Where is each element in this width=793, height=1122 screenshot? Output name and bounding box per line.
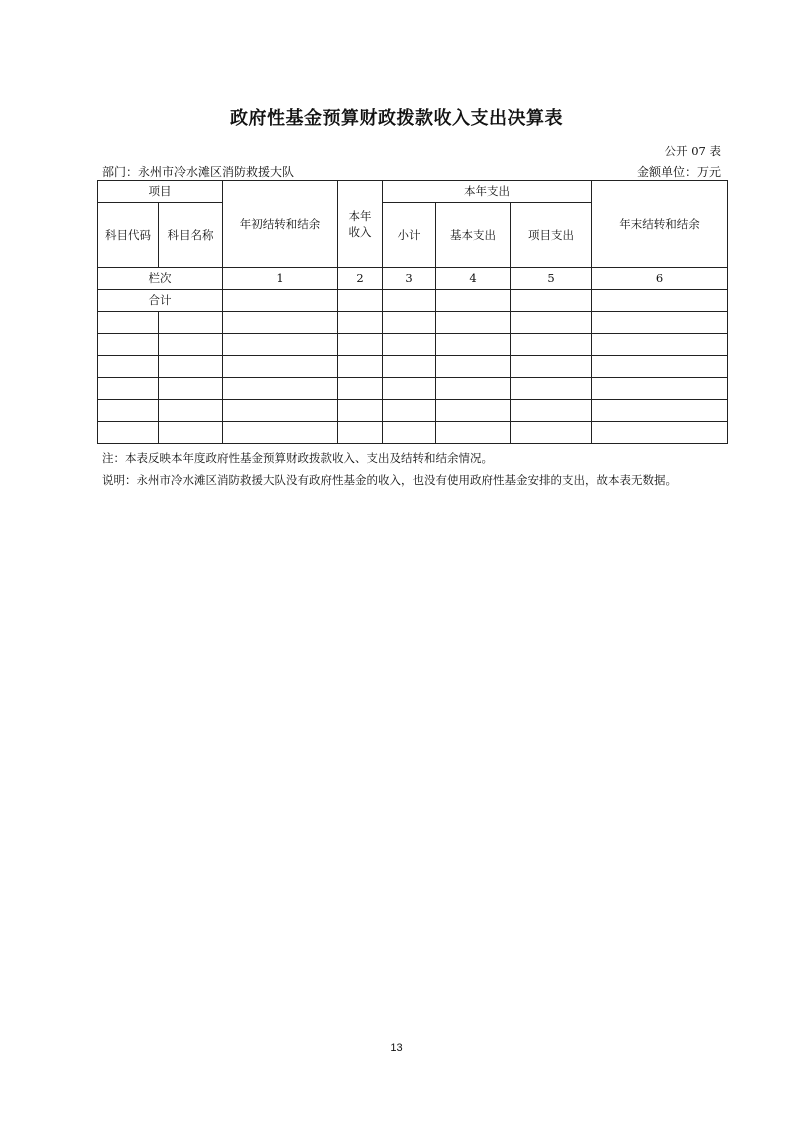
table-cell [592, 312, 728, 334]
table-cell [511, 356, 592, 378]
table-cell [223, 312, 338, 334]
page-number: 13 [390, 1042, 403, 1054]
column-index-cell: 2 [338, 268, 383, 290]
table-cell [383, 378, 436, 400]
table-cell [436, 312, 511, 334]
header-begin-balance: 年初结转和结余 [223, 181, 338, 268]
table-cell [159, 422, 223, 444]
table-cell [223, 334, 338, 356]
table-cell [511, 334, 592, 356]
header-income-text: 本年收入 [348, 208, 372, 239]
table-row [98, 312, 728, 334]
table-cell [338, 312, 383, 334]
table-cell [159, 356, 223, 378]
total-row [98, 290, 728, 312]
table-cell [98, 312, 159, 334]
table-cell [511, 422, 592, 444]
table-cell [223, 400, 338, 422]
table-row [98, 422, 728, 444]
table-cell [511, 312, 592, 334]
total-label: 合计 [98, 290, 223, 312]
table-cell [436, 334, 511, 356]
table-cell [383, 400, 436, 422]
table-cell [98, 422, 159, 444]
column-index-cell: 1 [223, 268, 338, 290]
table-note: 注：本表反映本年度政府性基金预算财政拨款收入、支出及结转和结余情况。 [102, 451, 493, 465]
table-cell [223, 356, 338, 378]
table-cell [159, 312, 223, 334]
table-cell [98, 356, 159, 378]
table-cell [338, 356, 383, 378]
table-cell [223, 422, 338, 444]
table-cell [592, 400, 728, 422]
table-cell [436, 422, 511, 444]
header-expense: 本年支出 [383, 181, 592, 203]
table-cell [436, 356, 511, 378]
header-subject-code-text: 科目代码 [105, 227, 151, 242]
table-row [98, 356, 728, 378]
table-cell [159, 378, 223, 400]
header-subject-name: 科目名称 [159, 203, 223, 268]
amount-unit-label: 金额单位：万元 [636, 165, 721, 179]
table-row [98, 400, 728, 422]
budget-table [97, 180, 728, 444]
total-cell [436, 290, 511, 312]
header-subtotal: 小计 [383, 203, 436, 268]
table-cell [383, 356, 436, 378]
table-row [98, 334, 728, 356]
table-cell [436, 378, 511, 400]
total-cell [592, 290, 728, 312]
table-cell [383, 422, 436, 444]
table-cell [159, 400, 223, 422]
table-cell [338, 334, 383, 356]
header-basic-expense: 基本支出 [436, 203, 511, 268]
column-index-cell: 4 [436, 268, 511, 290]
total-cell [511, 290, 592, 312]
page-title: 政府性基金预算财政拨款收入支出决算表 [230, 108, 563, 129]
table-cell [592, 422, 728, 444]
table-cell [338, 422, 383, 444]
form-number: 公开 07 表 [664, 144, 721, 158]
table-cell [98, 334, 159, 356]
column-index-cell: 5 [511, 268, 592, 290]
header-item: 项目 [98, 181, 223, 203]
column-index-cell: 6 [592, 268, 728, 290]
department-label: 部门：永州市冷水滩区消防救援大队 [102, 165, 295, 179]
table-cell [338, 400, 383, 422]
table-explanation: 说明：永州市冷水滩区消防救援大队没有政府性基金的收入，也没有使用政府性基金安排的支出，故本表无数据。 [102, 473, 677, 487]
table-cell [159, 334, 223, 356]
total-cell [223, 290, 338, 312]
table-cell [383, 334, 436, 356]
table-cell [511, 378, 592, 400]
table-cell [338, 378, 383, 400]
table-cell [592, 334, 728, 356]
header-subject-code [98, 203, 159, 268]
table-cell [223, 378, 338, 400]
table-row [98, 378, 728, 400]
table-cell [592, 378, 728, 400]
header-project-expense: 项目支出 [511, 203, 592, 268]
table-cell [592, 356, 728, 378]
table-cell [436, 400, 511, 422]
table-cell [511, 400, 592, 422]
column-index-row [98, 268, 728, 290]
total-cell [383, 290, 436, 312]
table-cell [383, 312, 436, 334]
table-cell [98, 378, 159, 400]
total-cell [338, 290, 383, 312]
header-end-balance: 年末结转和结余 [592, 181, 728, 268]
column-index-cell: 3 [383, 268, 436, 290]
column-index-label: 栏次 [98, 268, 223, 290]
table-cell [98, 400, 159, 422]
header-income [338, 181, 383, 268]
